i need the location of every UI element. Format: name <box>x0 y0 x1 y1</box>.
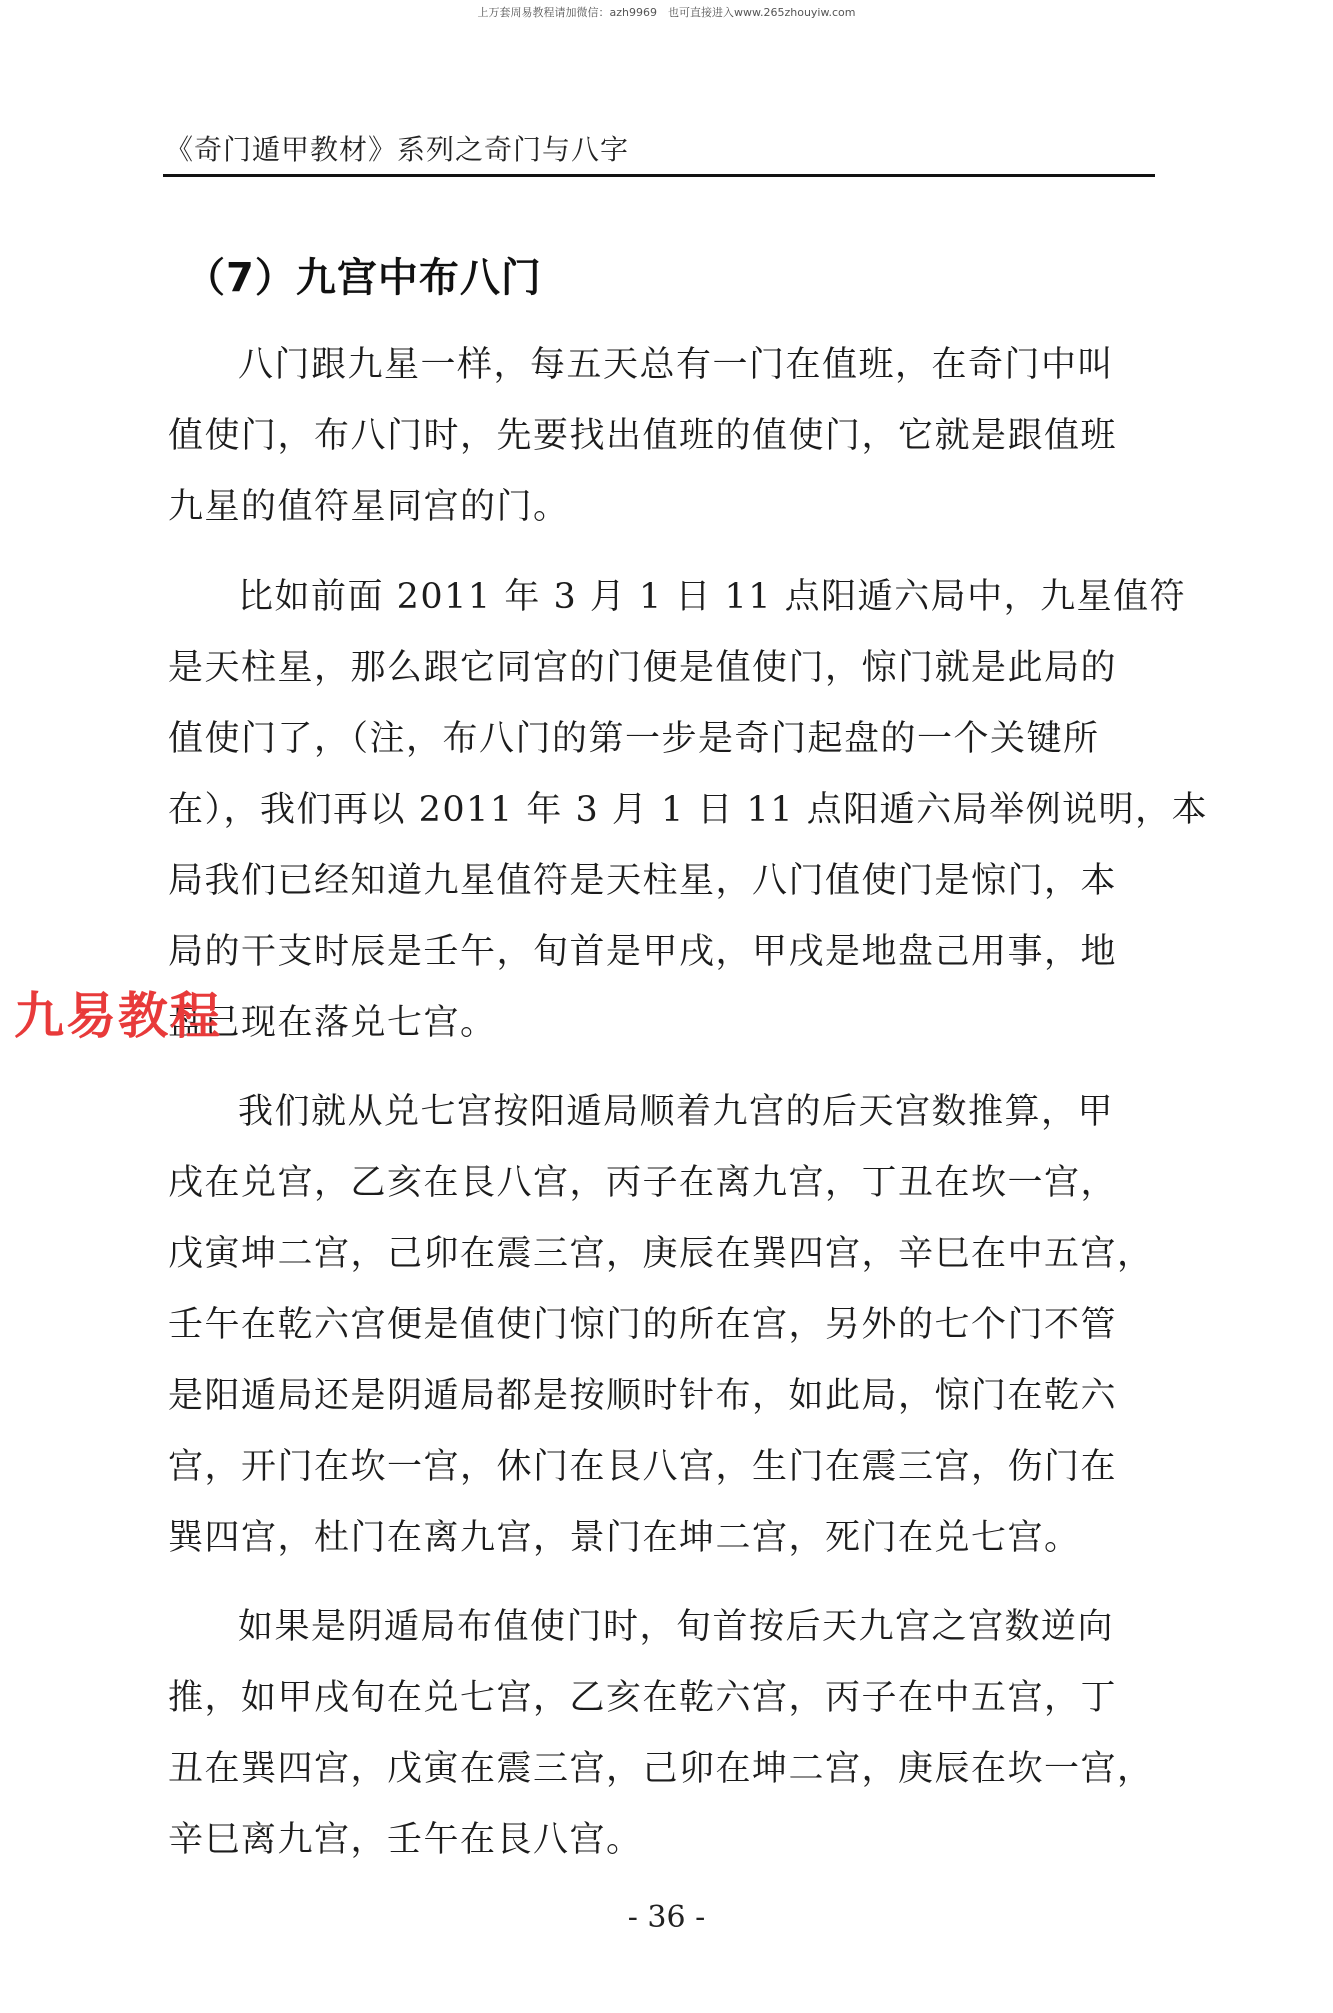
section-heading: （7）九宫中布八门 <box>185 255 542 301</box>
running-header-title: 《奇门遁甲教材》系列之奇门与八字 <box>165 133 630 166</box>
text-line: 盘己现在落兑七宫。 <box>168 1003 497 1043</box>
text-line: 九星的值符星同宫的门。 <box>168 487 570 527</box>
text-line: 戌在兑宫，乙亥在艮八宫，丙子在离九宫，丁丑在坎一宫， <box>168 1163 1118 1203</box>
page-number: - 36 - <box>627 1900 706 1935</box>
top-banner: 上万套周易教程请加微信：azh9969 也可直接进入www.265zhouyiw.com <box>477 6 856 19</box>
text-line: 推，如甲戌旬在兑七宫，乙亥在乾六宫，丙子在中五宫，丁 <box>168 1678 1118 1718</box>
text-line: 八门跟九星一样，每五天总有一门在值班，在奇门中叫 <box>238 345 1115 385</box>
text-line: 在），我们再以 2011 年 3 月 1 日 11 点阳遁六局举例说明，本 <box>168 790 1209 830</box>
text-line: 戊寅坤二宫，己卯在震三宫，庚辰在巽四宫，辛巳在中五宫， <box>168 1234 1154 1274</box>
watermark-logo: 九易教程 <box>14 987 222 1045</box>
text-line: 是阳遁局还是阴遁局都是按顺时针布，如此局，惊门在乾六 <box>168 1376 1118 1416</box>
text-line: 值使门了，（注，布八门的第一步是奇门起盘的一个关键所 <box>168 719 1100 759</box>
text-line: 比如前面 2011 年 3 月 1 日 11 点阳遁六局中，九星值符 <box>238 577 1187 617</box>
text-line: 丑在巽四宫，戊寅在震三宫，己卯在坤二宫，庚辰在坎一宫， <box>168 1749 1154 1789</box>
text-line: 辛巳离九宫，壬午在艮八宫。 <box>168 1820 643 1860</box>
text-line: 宫，开门在坎一宫，休门在艮八宫，生门在震三宫，伤门在 <box>168 1447 1118 1487</box>
text-line: 巽四宫，杜门在离九宫，景门在坤二宫，死门在兑七宫。 <box>168 1518 1081 1558</box>
text-line: 局的干支时辰是壬午，旬首是甲戌，甲戌是地盘己用事，地 <box>168 932 1118 972</box>
text-line: 局我们已经知道九星值符是天柱星，八门值使门是惊门，本 <box>168 861 1118 901</box>
text-line: 我们就从兑七宫按阳遁局顺着九宫的后天宫数推算，甲 <box>238 1092 1115 1132</box>
text-line: 如果是阴遁局布值使门时，旬首按后天九宫之宫数逆向 <box>238 1607 1115 1647</box>
text-line: 值使门，布八门时，先要找出值班的值使门，它就是跟值班 <box>168 416 1118 456</box>
header-rule <box>163 174 1155 177</box>
text-line: 是天柱星，那么跟它同宫的门便是值使门，惊门就是此局的 <box>168 648 1118 688</box>
text-line: 壬午在乾六宫便是值使门惊门的所在宫，另外的七个门不管 <box>168 1305 1118 1345</box>
